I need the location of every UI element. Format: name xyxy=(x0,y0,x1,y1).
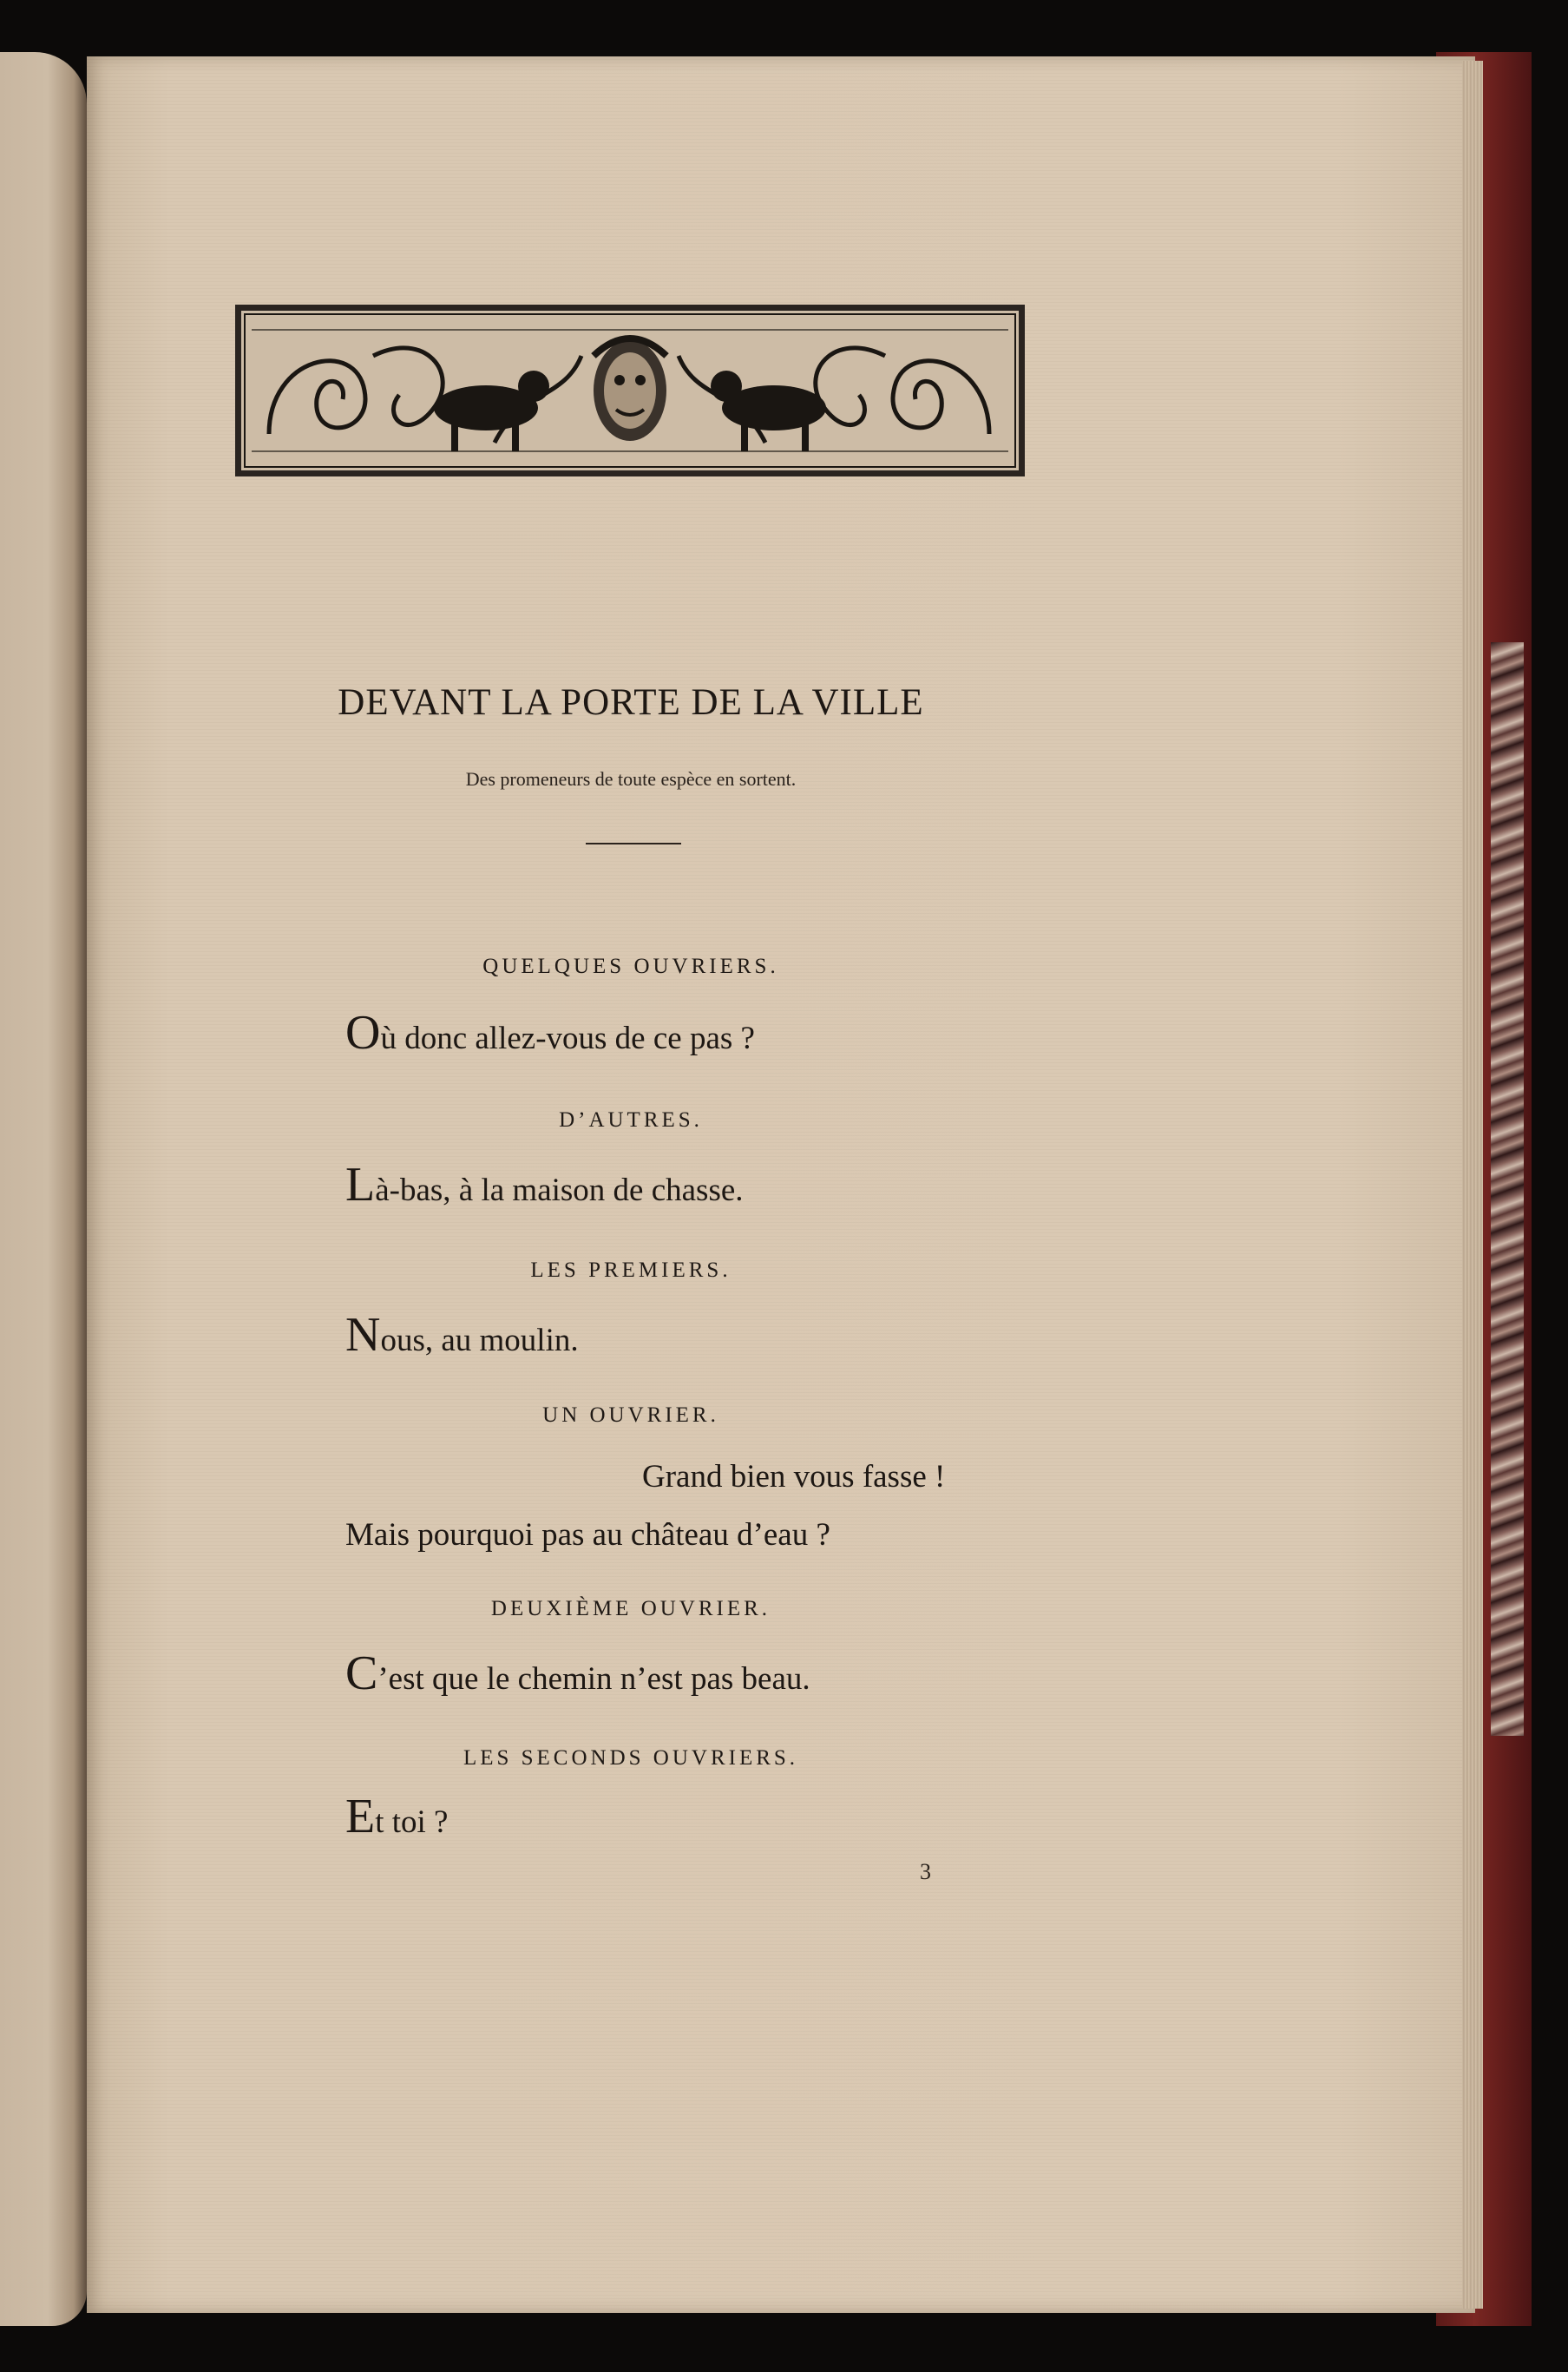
verse-line xyxy=(345,1006,755,1060)
verse-line xyxy=(345,1158,744,1212)
speaker-label: QUELQUES OUVRIERS. xyxy=(482,955,779,978)
speaker-label: D’AUTRES. xyxy=(559,1108,703,1132)
speaker-label: LES SECONDS OUVRIERS. xyxy=(463,1746,799,1770)
drop-cap: L xyxy=(345,1158,376,1212)
speaker-label: UN OUVRIER. xyxy=(542,1403,719,1427)
speaker-label: LES PREMIERS. xyxy=(530,1258,732,1282)
verse-text: t toi ? xyxy=(375,1804,449,1840)
verse-text: ous, au moulin. xyxy=(380,1323,579,1358)
marbled-endpaper xyxy=(1491,642,1524,1736)
drop-cap: C xyxy=(345,1646,378,1700)
title-rule xyxy=(586,843,681,844)
verse-line xyxy=(345,1646,810,1700)
verse-text: ù donc allez-vous de ce pas ? xyxy=(380,1021,755,1056)
drop-cap: N xyxy=(345,1308,381,1362)
speaker-label: DEUXIÈME OUVRIER. xyxy=(490,1597,771,1620)
drop-cap: O xyxy=(345,1006,381,1060)
verse-text: ’est que le chemin n’est pas beau. xyxy=(377,1661,810,1697)
stage-direction: Des promeneurs de toute espèce en sortent. xyxy=(465,768,797,790)
page-edges xyxy=(1462,61,1483,2309)
drop-cap: E xyxy=(345,1790,376,1843)
verse-line: Mais pourquoi pas au château d’eau ? xyxy=(345,1517,830,1553)
verse-line xyxy=(345,1792,448,1841)
page-title: DEVANT LA PORTE DE LA VILLE xyxy=(338,682,924,723)
verse-text: à-bas, à la maison de chasse. xyxy=(375,1173,744,1208)
verse-line xyxy=(345,1308,579,1362)
page-number: 3 xyxy=(920,1859,931,1884)
woodcut-frieze-icon xyxy=(234,304,1026,477)
verse-line: Grand bien vous fasse ! xyxy=(642,1459,946,1495)
facing-page-edge xyxy=(0,52,87,2326)
